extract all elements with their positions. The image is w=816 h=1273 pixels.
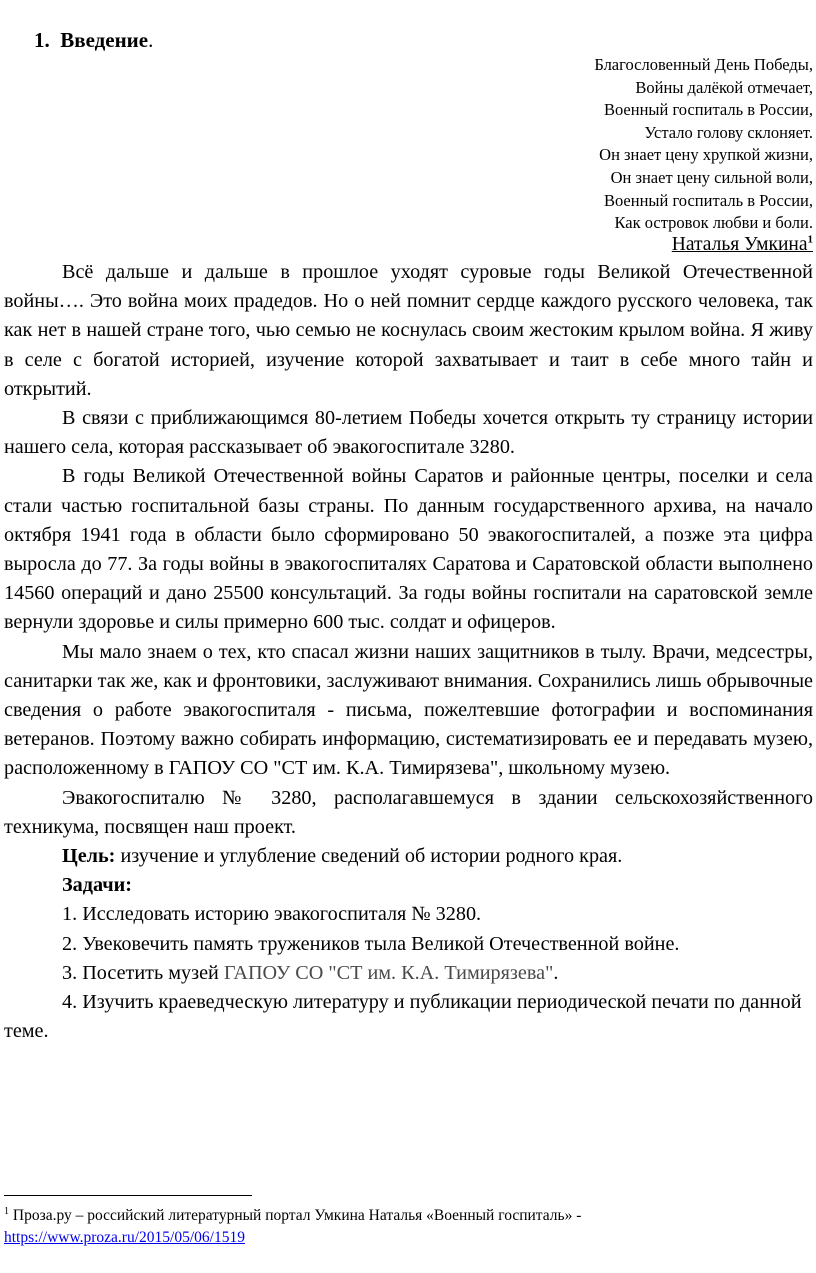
epigraph-line: Он знает цену хрупкой жизни, — [599, 145, 813, 165]
footnote-text: Проза.ру – российский литературный портал Умкина Наталья «Военный госпиталь» - — [9, 1207, 582, 1224]
paragraph-anniversary: В связи с приближающимся 80-летием Победы хочется открыть ту страницу истории нашего села, которая рассказывает об эвакогоспитале 3280. — [4, 407, 813, 459]
task-3-museum: ГАПОУ СО "СТ им. К.А. Тимирязева" — [223, 961, 554, 984]
epigraph-line: Как островок любви и боли. — [614, 213, 813, 233]
paragraph-history: В годы Великой Отечественной войны Саратов и районные центры, поселки и села стали частью госпитальной базы страны. По данным государственного архива, на начало октября 1941 года в области было сформировано 50 эвакогоспиталей, а позже эта цифра выросла до 77. За годы войны в эвакогоспиталях Саратова и Саратовской области выполнено 14560 операций и дано 25500 консультаций. За годы войны госпитали на саратовской земле вернули здоровье и силы примерно 600 тыс. солдат и офицеров. — [4, 465, 813, 634]
epigraph-line: Войны далёкой отмечает, — [635, 77, 813, 97]
epigraph — [594, 54, 813, 235]
heading-dot: . — [148, 28, 154, 52]
goal-paragraph — [4, 842, 813, 871]
epigraph-line: Военный госпиталь в России, — [603, 100, 813, 120]
section-heading — [34, 26, 153, 54]
task-item: 4. Изучить краеведческую литературу и публикации периодической печати по данной теме. — [4, 991, 802, 1043]
task-3-prefix: 3. Посетить музей — [62, 961, 224, 984]
footnote-separator — [4, 1195, 252, 1196]
goal-label: Цель: — [62, 845, 116, 868]
document-body — [4, 258, 813, 1046]
task-item: 2. Увековечить память тружеников тыла Великой Отечественной войне. — [62, 932, 680, 955]
heading-title: Введение — [60, 28, 149, 52]
epigraph-line: Устало голову склоняет. — [644, 122, 813, 142]
tasks-label: Задачи: — [62, 874, 132, 897]
author-name: Наталья Умкина — [671, 234, 808, 255]
footnote — [4, 1205, 809, 1249]
footnote-link[interactable]: https://www.proza.ru/2015/05/06/1519 — [4, 1229, 245, 1246]
footnote-marker: 1 — [4, 1205, 9, 1217]
epigraph-author — [672, 232, 813, 258]
heading-number: 1. — [34, 28, 50, 52]
epigraph-line: Военный госпиталь в России, — [603, 190, 813, 210]
tasks-heading — [4, 871, 813, 900]
task-item — [4, 959, 813, 988]
task-item: 1. Исследовать историю эвакогоспиталя № 3280. — [62, 903, 482, 926]
epigraph-line: Благословенный День Победы, — [594, 55, 813, 74]
epigraph-line: Он знает цену сильной воли, — [610, 167, 813, 187]
goal-text: изучение и углубление сведений об истории родного края. — [115, 845, 623, 868]
paragraph-project: Эвакогоспиталю № 3280, располагавшемуся в здании сельскохозяйственного техникума, посвящен наш проект. — [4, 786, 813, 838]
paragraph-intro: Всё дальше и дальше в прошлое уходят суровые годы Великой Отечественной войны…. Это война моих прадедов. Но о ней помнит сердце каждого русского человека, так как нет в нашей стране того, чью семью не коснулась своим жестоким крылом война. Я живу в селе с богатой историей, изучение которой захватывает и таит в себе много тайн и открытий. — [4, 261, 813, 400]
footnote-reference[interactable]: 1 — [807, 233, 813, 246]
task-3-suffix: . — [553, 961, 559, 984]
paragraph-doctors: Мы мало знаем о тех, кто спасал жизни наших защитников в тылу. Врачи, медсестры, санитарки так же, как и фронтовики, заслуживают внимания. Сохранились лишь обрывочные сведения о работе эвакогоспиталя - письма, пожелтевшие фотографии и воспоминания ветеранов. Поэтому важно собирать информацию, систематизировать ее и передавать музею, расположенному в ГАПОУ СО "СТ им. К.А. Тимирязева", школьному музею. — [4, 640, 813, 780]
